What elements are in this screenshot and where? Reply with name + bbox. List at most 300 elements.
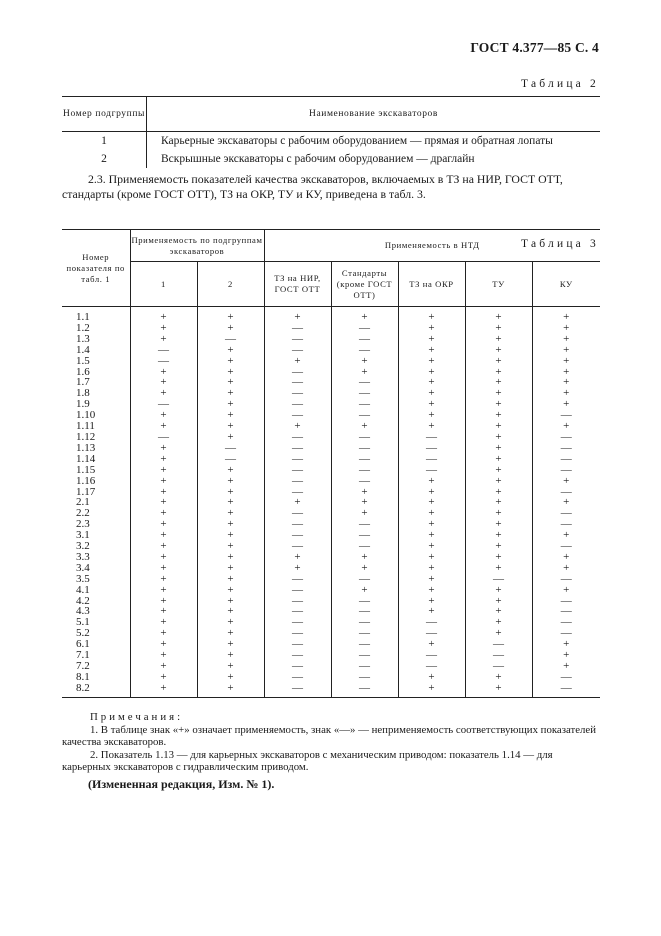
table3-body bbox=[62, 307, 600, 698]
table-row bbox=[62, 596, 600, 607]
applicability-cell: + bbox=[398, 574, 465, 585]
indicator-number: 8.2 bbox=[62, 683, 130, 697]
applicability-cell: + bbox=[197, 530, 264, 541]
applicability-cell: + bbox=[130, 421, 197, 432]
applicability-cell: + bbox=[331, 307, 398, 323]
table3-header-subgroups: Применяемость по подгруппам экскаваторов bbox=[130, 230, 264, 262]
applicability-cell: + bbox=[264, 356, 331, 367]
applicability-cell: — bbox=[264, 650, 331, 661]
applicability-cell: + bbox=[398, 476, 465, 487]
indicator-number: 6.1 bbox=[62, 639, 130, 650]
applicability-cell: + bbox=[197, 541, 264, 552]
applicability-cell: + bbox=[465, 410, 532, 421]
applicability-cell: + bbox=[398, 323, 465, 334]
table-row bbox=[62, 683, 600, 697]
applicability-cell: + bbox=[563, 420, 570, 433]
applicability-cell: — bbox=[331, 606, 398, 617]
indicator-number: 1.10 bbox=[62, 410, 130, 421]
applicability-cell: + bbox=[465, 356, 532, 367]
indicator-number: 5.2 bbox=[62, 628, 130, 639]
indicator-number: 3.5 bbox=[62, 574, 130, 585]
applicability-cell: — bbox=[331, 454, 398, 465]
table2-cell: Вскрышные экскаваторы с рабочим оборудованием — драглайн bbox=[161, 153, 475, 165]
applicability-cell: + bbox=[197, 661, 264, 672]
table2-cell: Карьерные экскаваторы с рабочим оборудованием — прямая и обратная лопаты bbox=[161, 135, 553, 147]
applicability-cell: — bbox=[264, 334, 331, 345]
paragraph-line: 2.3. Применяемость показателей качества экскаваторов, включаемых в ТЗ на НИР, ГОСТ ОТТ, bbox=[88, 172, 563, 186]
applicability-cell: + bbox=[331, 356, 398, 367]
applicability-cell: + bbox=[197, 497, 264, 508]
applicability-cell: — bbox=[331, 541, 398, 552]
applicability-cell: + bbox=[130, 410, 197, 421]
applicability-cell: + bbox=[130, 628, 197, 639]
applicability-cell: + bbox=[130, 552, 197, 563]
applicability-cell: + bbox=[465, 487, 532, 498]
applicability-cell: + bbox=[563, 496, 570, 509]
applicability-cell: + bbox=[465, 334, 532, 345]
applicability-cell: + bbox=[331, 508, 398, 519]
applicability-cell: — bbox=[331, 661, 398, 672]
applicability-cell: — bbox=[560, 594, 572, 607]
table-row bbox=[62, 530, 600, 541]
applicability-cell: — bbox=[398, 465, 465, 476]
applicability-cell: + bbox=[197, 307, 264, 323]
applicability-cell: — bbox=[331, 639, 398, 650]
applicability-cell: + bbox=[130, 672, 197, 683]
applicability-cell: + bbox=[130, 476, 197, 487]
applicability-cell: + bbox=[398, 563, 465, 574]
applicability-cell: + bbox=[197, 345, 264, 356]
applicability-cell: — bbox=[130, 356, 197, 367]
applicability-cell: — bbox=[560, 670, 572, 683]
table2-header-subgroup: Номер подгруппы bbox=[62, 97, 147, 132]
applicability-cell: + bbox=[465, 497, 532, 508]
table-row bbox=[62, 399, 600, 410]
applicability-cell: — bbox=[331, 334, 398, 345]
indicator-number: 1.1 bbox=[62, 307, 130, 323]
table2-cell: 1 bbox=[62, 132, 147, 151]
applicability-cell: + bbox=[130, 650, 197, 661]
applicability-cell: + bbox=[465, 628, 532, 639]
applicability-cell: + bbox=[331, 563, 398, 574]
applicability-cell: + bbox=[398, 508, 465, 519]
table3-header-col: ТЗ на НИР, ГОСТ ОТТ bbox=[264, 262, 331, 307]
applicability-cell: + bbox=[465, 508, 532, 519]
applicability-cell: — bbox=[264, 345, 331, 356]
applicability-cell: + bbox=[465, 672, 532, 683]
applicability-cell: — bbox=[264, 487, 331, 498]
applicability-cell: + bbox=[465, 454, 532, 465]
paragraph-2-3 bbox=[62, 172, 602, 202]
applicability-cell: + bbox=[130, 323, 197, 334]
applicability-cell: + bbox=[264, 552, 331, 563]
applicability-cell: + bbox=[197, 596, 264, 607]
table-row bbox=[62, 552, 600, 563]
indicator-number: 3.3 bbox=[62, 552, 130, 563]
indicator-number: 1.16 bbox=[62, 476, 130, 487]
applicability-cell: — bbox=[465, 639, 532, 650]
table-row bbox=[62, 585, 600, 596]
applicability-cell: + bbox=[130, 639, 197, 650]
applicability-cell: + bbox=[197, 367, 264, 378]
applicability-cell: + bbox=[465, 530, 532, 541]
indicator-number: 8.1 bbox=[62, 672, 130, 683]
applicability-cell: + bbox=[264, 563, 331, 574]
applicability-cell: + bbox=[197, 323, 264, 334]
applicability-cell: — bbox=[331, 323, 398, 334]
table-row bbox=[62, 421, 600, 432]
table-row bbox=[62, 465, 600, 476]
applicability-cell: + bbox=[197, 487, 264, 498]
applicability-cell: + bbox=[398, 345, 465, 356]
applicability-cell: — bbox=[130, 399, 197, 410]
applicability-cell: — bbox=[264, 683, 331, 697]
applicability-cell: + bbox=[130, 585, 197, 596]
applicability-cell: + bbox=[130, 465, 197, 476]
applicability-cell: — bbox=[398, 661, 465, 672]
applicability-cell: + bbox=[398, 367, 465, 378]
applicability-cell: + bbox=[197, 639, 264, 650]
applicability-cell: + bbox=[197, 606, 264, 617]
applicability-cell: + bbox=[465, 432, 532, 443]
applicability-cell: + bbox=[563, 398, 570, 411]
applicability-cell: + bbox=[197, 421, 264, 432]
notes-heading: Примечания: bbox=[90, 711, 184, 723]
applicability-cell: — bbox=[560, 430, 572, 443]
indicator-number: 1.2 bbox=[62, 323, 130, 334]
applicability-cell: — bbox=[331, 345, 398, 356]
applicability-cell: — bbox=[398, 454, 465, 465]
applicability-cell: + bbox=[197, 628, 264, 639]
applicability-cell: — bbox=[264, 541, 331, 552]
applicability-cell: — bbox=[331, 574, 398, 585]
applicability-cell: + bbox=[130, 487, 197, 498]
applicability-cell: + bbox=[398, 552, 465, 563]
table-row bbox=[62, 487, 600, 498]
applicability-cell: + bbox=[130, 307, 197, 323]
table2 bbox=[62, 96, 600, 168]
applicability-cell: + bbox=[197, 410, 264, 421]
applicability-cell: + bbox=[130, 443, 197, 454]
applicability-cell: — bbox=[560, 441, 572, 454]
applicability-cell: + bbox=[398, 334, 465, 345]
applicability-cell: + bbox=[197, 465, 264, 476]
applicability-cell: — bbox=[560, 518, 572, 531]
applicability-cell: + bbox=[130, 683, 197, 697]
table-row bbox=[62, 606, 600, 617]
indicator-number: 1.4 bbox=[62, 345, 130, 356]
applicability-cell: — bbox=[465, 650, 532, 661]
applicability-cell: + bbox=[130, 367, 197, 378]
table-row bbox=[62, 661, 600, 672]
applicability-cell: + bbox=[197, 388, 264, 399]
applicability-cell: — bbox=[331, 399, 398, 410]
applicability-cell: + bbox=[398, 421, 465, 432]
table-row bbox=[62, 574, 600, 585]
applicability-cell: + bbox=[197, 585, 264, 596]
applicability-cell: + bbox=[197, 650, 264, 661]
applicability-cell: + bbox=[398, 399, 465, 410]
table-row bbox=[62, 132, 600, 151]
table-row bbox=[62, 443, 600, 454]
applicability-cell: + bbox=[563, 561, 570, 574]
applicability-cell: + bbox=[465, 399, 532, 410]
table-row bbox=[62, 617, 600, 628]
applicability-cell: + bbox=[398, 377, 465, 388]
applicability-cell: — bbox=[264, 639, 331, 650]
applicability-cell: + bbox=[398, 487, 465, 498]
applicability-cell: + bbox=[197, 563, 264, 574]
applicability-cell: — bbox=[331, 432, 398, 443]
applicability-cell: + bbox=[465, 683, 532, 697]
applicability-cell: + bbox=[130, 388, 197, 399]
applicability-cell: + bbox=[465, 596, 532, 607]
applicability-cell: + bbox=[563, 365, 570, 378]
applicability-cell: + bbox=[563, 343, 570, 356]
applicability-cell: + bbox=[465, 465, 532, 476]
applicability-cell: — bbox=[331, 628, 398, 639]
applicability-cell: + bbox=[331, 497, 398, 508]
table3-caption: Таблица 3 bbox=[521, 238, 599, 250]
applicability-cell: — bbox=[398, 650, 465, 661]
applicability-cell: + bbox=[465, 388, 532, 399]
table3-header-col: ТЗ на ОКР bbox=[398, 262, 465, 307]
indicator-number: 3.1 bbox=[62, 530, 130, 541]
applicability-cell: — bbox=[532, 683, 600, 697]
applicability-cell: + bbox=[465, 443, 532, 454]
applicability-cell: + bbox=[130, 574, 197, 585]
applicability-cell: + bbox=[465, 377, 532, 388]
applicability-cell: — bbox=[264, 661, 331, 672]
applicability-cell: + bbox=[130, 454, 197, 465]
table-row bbox=[62, 541, 600, 552]
applicability-cell: + bbox=[331, 367, 398, 378]
applicability-cell: + bbox=[465, 345, 532, 356]
table3-header-ntd: Применяемость в НТД bbox=[264, 230, 600, 262]
amendment-note: (Измененная редакция, Изм. № 1). bbox=[88, 777, 275, 791]
applicability-cell: — bbox=[331, 672, 398, 683]
table-row bbox=[62, 639, 600, 650]
applicability-cell: — bbox=[130, 432, 197, 443]
applicability-cell: — bbox=[560, 507, 572, 520]
table-row bbox=[62, 388, 600, 399]
indicator-number: 1.17 bbox=[62, 487, 130, 498]
notes bbox=[62, 711, 602, 774]
applicability-cell: + bbox=[197, 672, 264, 683]
applicability-cell: + bbox=[398, 541, 465, 552]
applicability-cell: — bbox=[560, 485, 572, 498]
applicability-cell: + bbox=[563, 376, 570, 389]
applicability-cell: + bbox=[264, 307, 331, 323]
applicability-cell: — bbox=[560, 409, 572, 422]
applicability-cell: — bbox=[331, 388, 398, 399]
indicator-number: 1.15 bbox=[62, 465, 130, 476]
indicator-number: 3.2 bbox=[62, 541, 130, 552]
applicability-cell: + bbox=[465, 606, 532, 617]
applicability-cell: + bbox=[465, 323, 532, 334]
applicability-cell: + bbox=[465, 421, 532, 432]
indicator-number: 1.12 bbox=[62, 432, 130, 443]
note-item: 1. В таблице знак «+» означает применяемость, знак «—» — неприменяемость соответствующих показателей качества экскаваторов. bbox=[62, 723, 596, 748]
applicability-cell: + bbox=[563, 583, 570, 596]
applicability-cell: + bbox=[398, 606, 465, 617]
applicability-cell: — bbox=[264, 323, 331, 334]
applicability-cell: + bbox=[197, 552, 264, 563]
applicability-cell: — bbox=[398, 443, 465, 454]
applicability-cell: + bbox=[563, 332, 570, 345]
applicability-cell: + bbox=[563, 354, 570, 367]
applicability-cell: — bbox=[197, 334, 264, 345]
applicability-cell: — bbox=[264, 628, 331, 639]
table-row bbox=[62, 356, 600, 367]
indicator-number: 4.2 bbox=[62, 596, 130, 607]
applicability-cell: + bbox=[130, 334, 197, 345]
indicator-number: 2.1 bbox=[62, 497, 130, 508]
applicability-cell: + bbox=[398, 530, 465, 541]
applicability-cell: — bbox=[560, 572, 572, 585]
applicability-cell: + bbox=[130, 377, 197, 388]
applicability-cell: — bbox=[560, 540, 572, 553]
applicability-cell: + bbox=[197, 508, 264, 519]
table3 bbox=[62, 229, 600, 698]
indicator-number: 1.5 bbox=[62, 356, 130, 367]
table3-header-col: ТУ bbox=[465, 262, 532, 307]
table-row bbox=[62, 650, 600, 661]
applicability-cell: — bbox=[264, 399, 331, 410]
applicability-cell: — bbox=[560, 605, 572, 618]
applicability-cell: + bbox=[563, 660, 570, 672]
applicability-cell: + bbox=[398, 519, 465, 530]
applicability-cell: — bbox=[197, 443, 264, 454]
indicator-number: 1.3 bbox=[62, 334, 130, 345]
indicator-number: 1.6 bbox=[62, 367, 130, 378]
applicability-cell: — bbox=[560, 616, 572, 629]
applicability-cell: — bbox=[331, 476, 398, 487]
applicability-cell: — bbox=[331, 410, 398, 421]
table-row bbox=[62, 628, 600, 639]
applicability-cell: + bbox=[398, 596, 465, 607]
table-row bbox=[62, 508, 600, 519]
table2-cell: 2 bbox=[62, 150, 147, 168]
applicability-cell: + bbox=[197, 617, 264, 628]
table-row bbox=[62, 672, 600, 683]
applicability-cell: + bbox=[331, 487, 398, 498]
table3-header-col: КУ bbox=[532, 262, 600, 307]
applicability-cell: + bbox=[563, 550, 570, 563]
indicator-number: 3.4 bbox=[62, 563, 130, 574]
applicability-cell: — bbox=[264, 574, 331, 585]
applicability-cell: + bbox=[197, 377, 264, 388]
applicability-cell: + bbox=[264, 497, 331, 508]
table-row bbox=[62, 345, 600, 356]
applicability-cell: + bbox=[563, 311, 570, 323]
applicability-cell: — bbox=[264, 672, 331, 683]
applicability-cell: + bbox=[465, 617, 532, 628]
applicability-cell: — bbox=[130, 345, 197, 356]
applicability-cell: + bbox=[398, 388, 465, 399]
table2-header-name: Наименование экскаваторов bbox=[147, 97, 601, 132]
applicability-cell: + bbox=[563, 321, 570, 334]
applicability-cell: + bbox=[398, 356, 465, 367]
applicability-cell: + bbox=[130, 508, 197, 519]
applicability-cell: + bbox=[331, 552, 398, 563]
applicability-cell: — bbox=[264, 377, 331, 388]
applicability-cell: — bbox=[264, 465, 331, 476]
applicability-cell: + bbox=[331, 421, 398, 432]
indicator-number: 4.3 bbox=[62, 606, 130, 617]
applicability-cell: — bbox=[264, 367, 331, 378]
applicability-cell: — bbox=[264, 617, 331, 628]
table3-header-col: Стандарты (кроме ГОСТ ОТТ) bbox=[331, 262, 398, 307]
indicator-number: 7.2 bbox=[62, 661, 130, 672]
applicability-cell: — bbox=[560, 463, 572, 476]
applicability-cell: — bbox=[264, 606, 331, 617]
applicability-cell: + bbox=[563, 638, 570, 651]
page-header: ГОСТ 4.377—85 С. 4 bbox=[470, 40, 599, 55]
applicability-cell: — bbox=[465, 574, 532, 585]
applicability-cell: + bbox=[465, 307, 532, 323]
applicability-cell: + bbox=[197, 476, 264, 487]
indicator-number: 2.3 bbox=[62, 519, 130, 530]
indicator-number: 7.1 bbox=[62, 650, 130, 661]
applicability-cell: + bbox=[465, 585, 532, 596]
applicability-cell: — bbox=[264, 388, 331, 399]
table2-caption: Таблица 2 bbox=[521, 78, 599, 90]
applicability-cell: — bbox=[560, 627, 572, 640]
indicator-number: 1.11 bbox=[62, 421, 130, 432]
applicability-cell: — bbox=[264, 443, 331, 454]
applicability-cell: — bbox=[264, 476, 331, 487]
applicability-cell: + bbox=[130, 519, 197, 530]
applicability-cell: — bbox=[264, 454, 331, 465]
applicability-cell: — bbox=[331, 650, 398, 661]
applicability-cell: — bbox=[264, 410, 331, 421]
applicability-cell: — bbox=[560, 452, 572, 465]
applicability-cell: + bbox=[130, 497, 197, 508]
applicability-cell: — bbox=[398, 432, 465, 443]
applicability-cell: + bbox=[398, 410, 465, 421]
table-row bbox=[62, 367, 600, 378]
applicability-cell: + bbox=[465, 552, 532, 563]
applicability-cell: — bbox=[264, 519, 331, 530]
applicability-cell: + bbox=[398, 639, 465, 650]
applicability-cell: + bbox=[197, 432, 264, 443]
applicability-cell: + bbox=[563, 474, 570, 487]
table-row bbox=[62, 323, 600, 334]
paragraph-line: стандарты (кроме ГОСТ ОТТ), ТЗ на ОКР, ТУ и КУ, приведена в табл. 3. bbox=[62, 187, 426, 201]
applicability-cell: — bbox=[331, 465, 398, 476]
applicability-cell: + bbox=[398, 585, 465, 596]
applicability-cell: + bbox=[130, 563, 197, 574]
note-item: 2. Показатель 1.13 — для карьерных экскаваторов с механическим приводом: показатель 1.14 — для карьерных экскаваторов с гидравлическим приводом. bbox=[62, 748, 553, 773]
indicator-number: 1.9 bbox=[62, 399, 130, 410]
table-row bbox=[62, 410, 600, 421]
applicability-cell: + bbox=[130, 606, 197, 617]
applicability-cell: — bbox=[264, 585, 331, 596]
applicability-cell: + bbox=[197, 399, 264, 410]
applicability-cell: + bbox=[197, 519, 264, 530]
applicability-cell: — bbox=[264, 508, 331, 519]
table-row bbox=[62, 563, 600, 574]
indicator-number: 4.1 bbox=[62, 585, 130, 596]
applicability-cell: — bbox=[331, 596, 398, 607]
table-row bbox=[62, 454, 600, 465]
table3-header-col: 2 bbox=[197, 262, 264, 307]
applicability-cell: — bbox=[197, 454, 264, 465]
applicability-cell: + bbox=[264, 421, 331, 432]
applicability-cell: + bbox=[130, 596, 197, 607]
indicator-number: 1.14 bbox=[62, 454, 130, 465]
